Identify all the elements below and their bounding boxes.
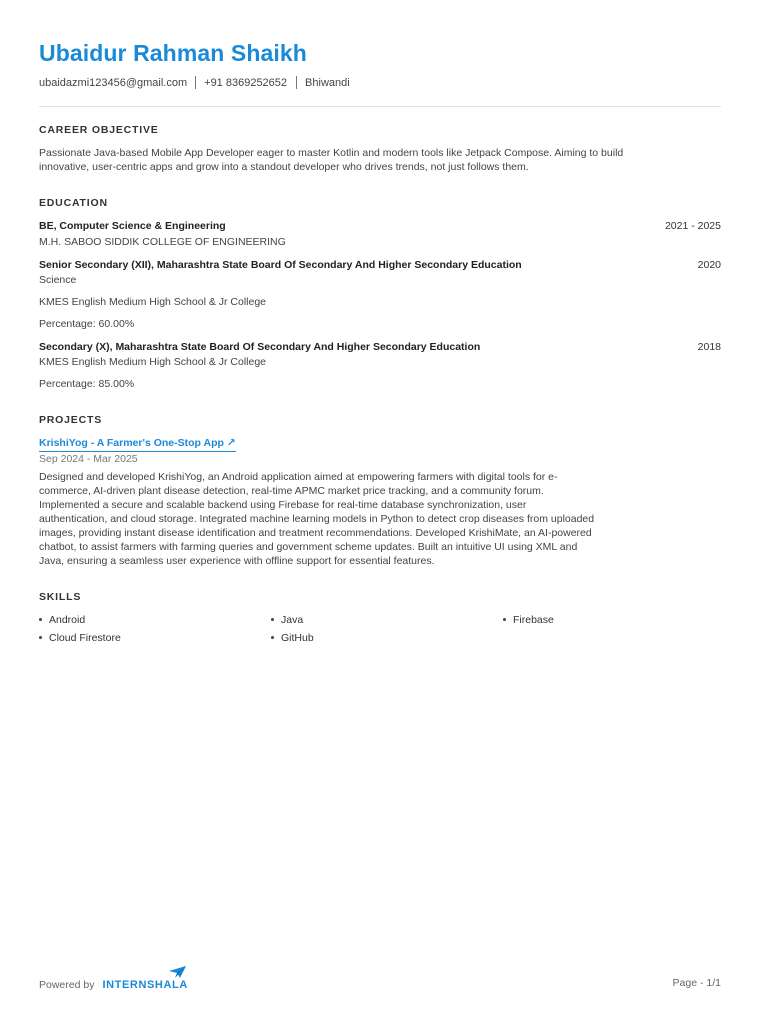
education-stream: Science bbox=[39, 274, 77, 286]
education-degree: Senior Secondary (XII), Maharashtra State Board Of Secondary And Higher Secondary Education bbox=[39, 259, 522, 271]
education-year: 2021 - 2025 bbox=[664, 220, 721, 232]
resume-page bbox=[39, 0, 721, 1024]
skill-item bbox=[39, 632, 121, 644]
contact-location: Bhiwandi bbox=[305, 76, 350, 89]
education-item bbox=[39, 341, 721, 353]
skill-label: Cloud Firestore bbox=[49, 632, 121, 644]
contact-separator bbox=[296, 76, 297, 89]
project-description-line: authentication, and cloud storage. Integrated machine learning models in Python to detect crop diseases from uploaded bbox=[39, 513, 595, 525]
bullet-icon bbox=[39, 636, 42, 639]
education-percentage: Percentage: 60.00% bbox=[39, 318, 135, 330]
education-item bbox=[39, 259, 721, 271]
section-title-skills: SKILLS bbox=[39, 591, 82, 603]
education-degree: BE, Computer Science & Engineering bbox=[39, 220, 226, 232]
skill-label: GitHub bbox=[281, 632, 314, 644]
education-institution: M.H. SABOO SIDDIK COLLEGE OF ENGINEERING bbox=[39, 236, 286, 248]
project-description-line: Designed and developed KrishiYog, an Android application aimed at empowering farmers with digital tools for e- bbox=[39, 471, 558, 483]
candidate-name: Ubaidur Rahman Shaikh bbox=[39, 40, 307, 66]
project-description-line: Java, ensuring a seamless user experience with offline support for essential features. bbox=[39, 555, 435, 567]
skill-item bbox=[503, 614, 554, 626]
page-number: Page - 1/1 bbox=[672, 977, 721, 989]
paper-plane-icon bbox=[169, 966, 186, 978]
skill-item bbox=[271, 614, 303, 626]
project-description-line: commerce, AI-driven plant disease detection, real-time APMC market price tracking, and a community forum. bbox=[39, 485, 544, 497]
career-objective-line: Passionate Java-based Mobile App Developer eager to master Kotlin and modern tools like Jetpack Compose. Aiming to build bbox=[39, 147, 624, 159]
project-link[interactable]: KrishiYog - A Farmer's One-Stop App ↗ bbox=[39, 437, 236, 452]
brand-intern: INTERN bbox=[102, 979, 147, 991]
career-objective-line: innovative, user-centric apps and grow into a standout developer who drives trends, not just follows them. bbox=[39, 161, 529, 173]
project-dates: Sep 2024 - Mar 2025 bbox=[39, 453, 138, 465]
skill-item bbox=[39, 614, 85, 626]
education-institution: KMES English Medium High School & Jr College bbox=[39, 356, 267, 368]
skill-label: Android bbox=[49, 614, 86, 626]
career-objective-text bbox=[39, 146, 623, 174]
section-title-education: EDUCATION bbox=[39, 197, 108, 209]
contact-separator bbox=[195, 76, 196, 89]
contact-line bbox=[39, 76, 350, 89]
education-degree: Secondary (X), Maharashtra State Board Of Secondary And Higher Secondary Education bbox=[39, 341, 481, 353]
education-item bbox=[39, 220, 721, 232]
section-title-projects: PROJECTS bbox=[39, 414, 102, 426]
section-title-career-objective: CAREER OBJECTIVE bbox=[39, 124, 159, 136]
education-institution: KMES English Medium High School & Jr College bbox=[39, 296, 267, 308]
skill-label: Firebase bbox=[513, 614, 554, 626]
bullet-icon bbox=[503, 618, 506, 621]
brand-shala: SHALA bbox=[147, 979, 188, 991]
education-percentage: Percentage: 85.00% bbox=[39, 378, 135, 390]
education-year: 2020 bbox=[697, 259, 721, 271]
bullet-icon bbox=[271, 618, 274, 621]
powered-by-label: Powered by bbox=[39, 979, 95, 991]
project-description-line: Implemented a secure and scalable backend using Firebase for real-time database synchronization, user bbox=[39, 499, 527, 511]
project-description bbox=[39, 470, 594, 568]
internshala-logo[interactable] bbox=[102, 979, 187, 991]
contact-phone[interactable]: +91 8369252652 bbox=[204, 76, 288, 89]
skill-item bbox=[271, 632, 314, 644]
project-description-line: chatbot, to assist farmers with farming queries and government scheme updates. Built an intuitive UI using XML and bbox=[39, 541, 578, 553]
contact-email[interactable]: ubaidazmi123456@gmail.com bbox=[39, 76, 188, 89]
footer-powered-by bbox=[39, 979, 188, 991]
bullet-icon bbox=[271, 636, 274, 639]
skill-label: Java bbox=[281, 614, 304, 626]
education-year: 2018 bbox=[697, 341, 721, 353]
project-description-line: images, providing instant disease identification and treatment recommendations. Developed KrishiMate, an AI-powered bbox=[39, 527, 592, 539]
bullet-icon bbox=[39, 618, 42, 621]
header-divider bbox=[39, 106, 721, 107]
